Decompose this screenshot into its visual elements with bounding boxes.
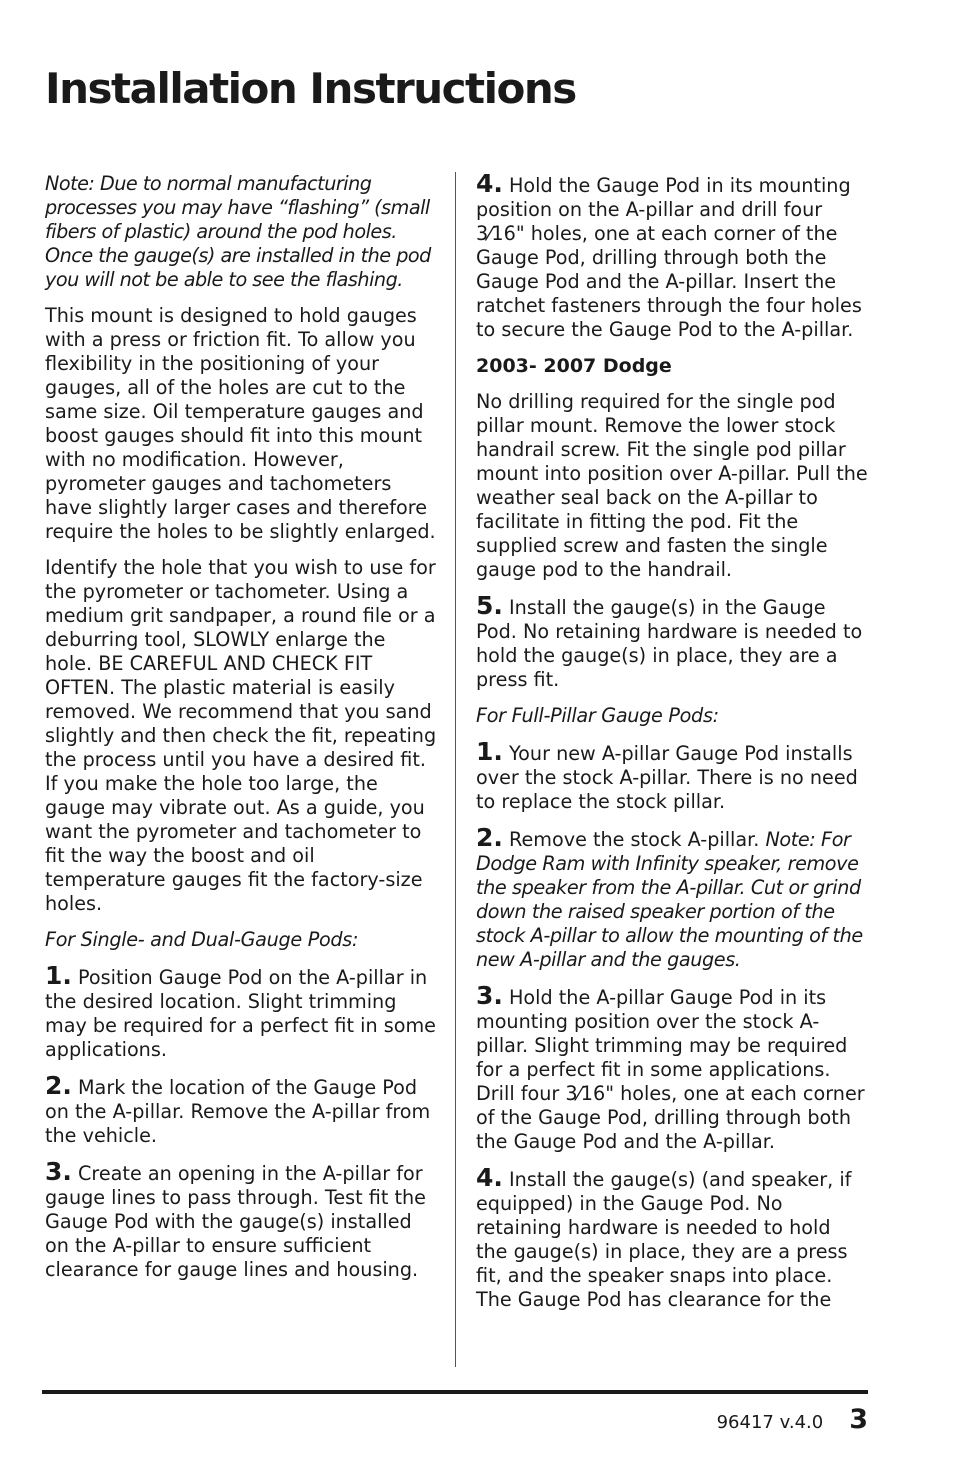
- step-text: Install the gauge(s) in the Gauge Pod. No retaining hardware is needed to hold the gauge(s) in place, they are a press fit.: [476, 596, 863, 691]
- step-number: 4.: [476, 1163, 503, 1192]
- step-number: 1.: [45, 961, 72, 990]
- step-text: Your new A-pillar Gauge Pod installs over the stock A-pillar. There is no need to replace the stock pillar.: [476, 742, 858, 813]
- page-title: Installation Instructions: [45, 64, 576, 113]
- step-item: [45, 961, 437, 1062]
- single-dual-subheading: For Single- and Dual-Gauge Pods:: [45, 928, 359, 951]
- flashing-note: Note: Due to normal manufacturing processes you may have “flashing” (small fibers of plastic) around the pod holes. Once the gauge(s) are installed in the pod you will not be able to see the flashing.: [45, 172, 431, 291]
- step-note: Note: For Dodge Ram with Infinity speaker, remove the speaker from the A-pillar. Cut or grind down the raised speaker portion of the stock A-pillar to allow the mounting of the new A-pillar and the gauges.: [476, 828, 863, 971]
- full-pillar-subheading: For Full-Pillar Gauge Pods:: [476, 704, 719, 727]
- page-footer: [717, 1404, 868, 1435]
- left-column: [45, 172, 437, 1294]
- step-number: 4.: [476, 169, 503, 198]
- enlarge-hole-paragraph: Identify the hole that you wish to use for the pyrometer or tachometer. Using a medium grit sandpaper, a round file or a deburring tool, SLOWLY enlarge the hole. BE CAREFUL AND CHECK FIT OFTEN. The plastic material is easily removed. We recommend that you sand slightly and then check the fit, repeating the process until you have a desired fit. If you make the hole too large, the gauge may vibrate out. As a guide, you want the pyrometer and tachometer to fit the way the boost and oil temperature gauges fit the factory-size holes.: [45, 556, 437, 915]
- step-text: Hold the Gauge Pod in its mounting position on the A-pillar and drill four 3⁄16" holes, one at each corner of the Gauge Pod, drilling through both the Gauge Pod and the A-pillar. Insert the ratchet fasteners through the four holes to secure the Gauge Pod to the A-pillar.: [476, 174, 862, 341]
- step-number: 2.: [45, 1071, 72, 1100]
- step-text: Create an opening in the A-pillar for gauge lines to pass through. Test fit the Gauge Pod with the gauge(s) installed on the A-pillar to ensure sufficient clearance for gauge lines and housing.: [45, 1162, 426, 1281]
- step-text: Remove the stock A-pillar.: [502, 828, 766, 851]
- step-text: Install the gauge(s) (and speaker, if equipped) in the Gauge Pod. No retaining hardware is needed to hold the gauge(s) in place, they are a press fit, and the speaker snaps into place. The Gauge Pod has clearance for the: [476, 1168, 852, 1311]
- step-text: Position Gauge Pod on the A-pillar in the desired location. Slight trimming may be required for a perfect fit in some applications.: [45, 966, 436, 1061]
- step-item: [476, 823, 868, 972]
- step-number: 1.: [476, 737, 503, 766]
- dodge-paragraph: No drilling required for the single pod pillar mount. Remove the lower stock handrail screw. Fit the single pod pillar mount into position over A-pillar. Pull the weather seal back on the A-pillar to facilitate in fitting the pod. Fit the supplied screw and fasten the single gauge pod to the handrail.: [476, 390, 868, 581]
- step-text: Hold the A-pillar Gauge Pod in its mounting position over the stock A-pillar. Slight trimming may be required for a perfect fit in some applications. Drill four 3⁄16" holes, one at each corner of the Gauge Pod, drilling through both the Gauge Pod and the A-pillar.: [476, 986, 865, 1153]
- step-number: 3.: [476, 981, 503, 1010]
- step-item: [476, 737, 868, 814]
- column-divider: [455, 172, 456, 1367]
- mount-description-paragraph: This mount is designed to hold gauges with a press or friction fit. To allow you flexibility in the positioning of your gauges, all of the holes are cut to the same size. Oil temperature gauges and boost gauges should fit into this mount with no modification. However, pyrometer gauges and tachometers have slightly larger cases and therefore require the holes to be slightly enlarged.: [45, 304, 436, 543]
- step-text: Mark the location of the Gauge Pod on the A-pillar. Remove the A-pillar from the vehicle.: [45, 1076, 431, 1147]
- step-item: [45, 1071, 437, 1148]
- footer-rule: [42, 1390, 868, 1394]
- right-column: [476, 169, 868, 1324]
- step-number: 2.: [476, 823, 503, 852]
- step-item: [476, 981, 868, 1154]
- document-id: 96417 v.4.0: [716, 1412, 824, 1433]
- dodge-heading: 2003- 2007 Dodge: [476, 355, 672, 377]
- step-item: [476, 591, 868, 692]
- step-number: 3.: [45, 1157, 72, 1186]
- page-number: 3: [849, 1404, 868, 1435]
- step-number: 5.: [476, 591, 503, 620]
- step-item: [45, 1157, 437, 1282]
- step-item: [476, 1163, 868, 1312]
- step-item: [476, 169, 868, 342]
